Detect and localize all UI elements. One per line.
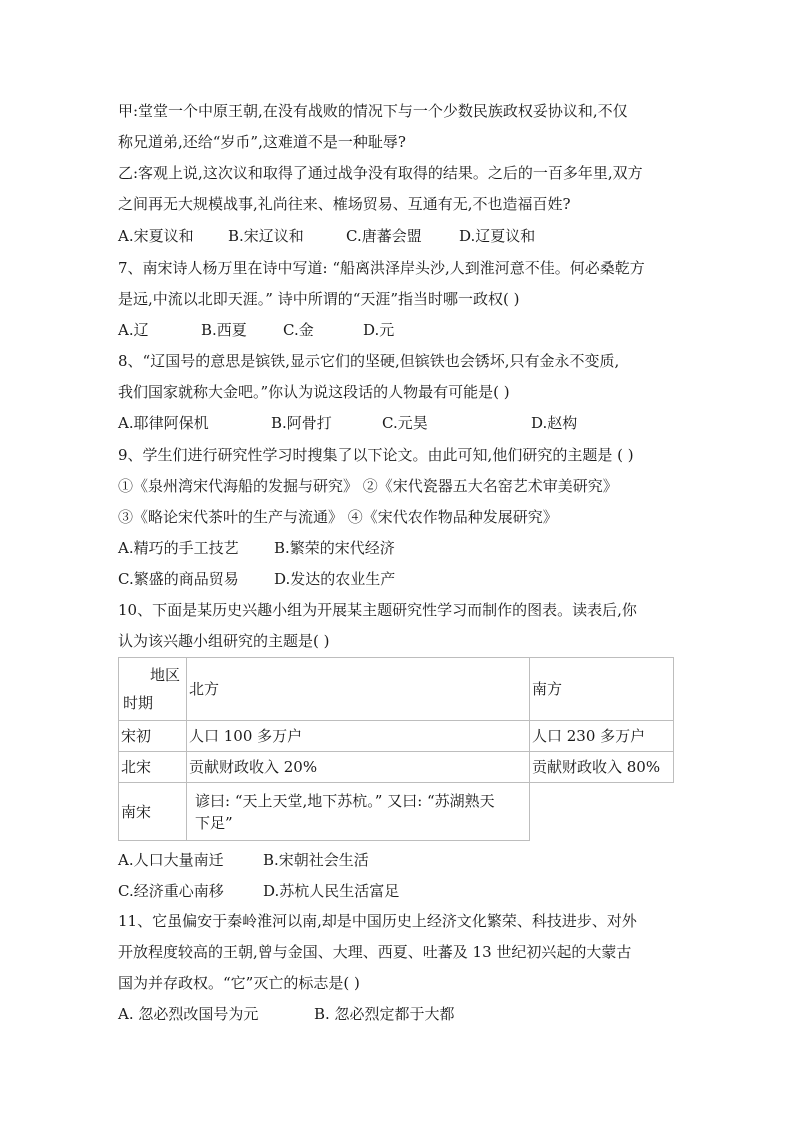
q8-option-d[interactable]: D.赵构 — [531, 414, 578, 432]
q8-option-c[interactable]: C.元昊 — [382, 414, 428, 432]
intro-option-a[interactable]: A.宋夏议和 — [118, 227, 194, 245]
proverb-line-1: 谚曰: “天上天堂,地下苏杭。” 又曰: “苏湖熟天 — [195, 791, 495, 810]
corner-region-label: 地区 — [149, 666, 180, 684]
intro-option-d[interactable]: D.辽夏议和 — [459, 227, 536, 245]
q7-option-c[interactable]: C.金 — [283, 321, 314, 339]
q7-stem-line-1: 7、南宋诗人杨万里在诗中写道: “船离洪泽岸头沙,人到淮河意不佳。何必桑乾方 — [118, 259, 645, 277]
q11-option-b[interactable]: B. 忽必烈定都于大都 — [314, 1005, 455, 1023]
q9-option-a[interactable]: A.精巧的手工技艺 — [118, 539, 239, 557]
q10-stem-line-1: 10、下面是某历史兴趣小组为开展某主题研究性学习而制作的图表。读表后,你 — [118, 601, 637, 619]
table-row — [119, 721, 674, 752]
q10-option-b[interactable]: B.宋朝社会生活 — [263, 851, 369, 869]
table-row — [119, 752, 674, 783]
north-cell: 贡献财政收入 20% — [187, 752, 530, 783]
proverb-line-2: 下足” — [195, 813, 233, 832]
q9-option-d[interactable]: D.发达的农业生产 — [274, 570, 396, 588]
q11-stem-line-3: 国为并存政权。“它”灭亡的标志是( ) — [118, 974, 360, 992]
q11-option-a[interactable]: A. 忽必烈改国号为元 — [118, 1005, 259, 1023]
q10-option-a[interactable]: A.人口大量南迁 — [118, 851, 224, 869]
jia-statement-line-2: 称兄道弟,还给“岁币”,这难道不是一种耻辱? — [118, 133, 406, 151]
table-corner-cell — [119, 658, 187, 721]
period-cell: 宋初 — [119, 721, 187, 752]
q10-stem-line-2: 认为该兴趣小组研究的主题是( ) — [118, 632, 330, 650]
q7-stem-line-2: 是远,中流以北即天涯。” 诗中所谓的“天涯”指当时哪一政权( ) — [118, 290, 520, 308]
period-cell: 北宋 — [119, 752, 187, 783]
yi-statement-line-1: 乙:客观上说,这次议和取得了通过战争没有取得的结果。之后的一百多年里,双方 — [118, 164, 643, 182]
period-cell: 南宋 — [119, 783, 187, 841]
empty-cell — [530, 783, 674, 841]
north-south-comparison-table — [118, 657, 674, 841]
q8-option-a[interactable]: A.耶律阿保机 — [118, 414, 209, 432]
q7-option-d[interactable]: D.元 — [363, 321, 395, 339]
intro-option-b[interactable]: B.宋辽议和 — [228, 227, 304, 245]
q9-stem-line-1: 9、学生们进行研究性学习时搜集了以下论文。由此可知,他们研究的主题是 ( ) — [118, 446, 634, 464]
yi-statement-line-2: 之间再无大规模战事,礼尚往来、榷场贸易、互通有无,不也造福百姓? — [118, 195, 571, 213]
q7-option-b[interactable]: B.西夏 — [201, 321, 247, 339]
q8-option-b[interactable]: B.阿骨打 — [271, 414, 332, 432]
corner-period-label: 时期 — [123, 694, 154, 712]
q10-option-c[interactable]: C.经济重心南移 — [118, 882, 224, 900]
q9-option-b[interactable]: B.繁荣的宋代经济 — [274, 539, 395, 557]
column-header-south: 南方 — [530, 658, 674, 721]
q8-stem-line-2: 我们国家就称大金吧。”你认为说这段话的人物最有可能是( ) — [118, 383, 510, 401]
jia-statement-line-1: 甲:堂堂一个中原王朝,在没有战败的情况下与一个少数民族政权妥协议和,不仅 — [118, 102, 628, 120]
q10-option-d[interactable]: D.苏杭人民生活富足 — [263, 882, 400, 900]
q9-paper-list-line-2: ③《略论宋代茶叶的生产与流通》 ④《宋代农作物品种发展研究》 — [118, 508, 558, 526]
column-header-north: 北方 — [187, 658, 530, 721]
q9-option-c[interactable]: C.繁盛的商品贸易 — [118, 570, 239, 588]
q7-option-a[interactable]: A.辽 — [118, 321, 149, 339]
q11-stem-line-2: 开放程度较高的王朝,曾与金国、大理、西夏、吐蕃及 13 世纪初兴起的大蒙古 — [118, 943, 632, 961]
q11-stem-line-1: 11、它虽偏安于秦岭淮河以南,却是中国历史上经济文化繁荣、科技进步、对外 — [118, 912, 637, 930]
south-cell: 人口 230 多万户 — [530, 721, 674, 752]
q8-stem-line-1: 8、“辽国号的意思是镔铁,显示它们的坚硬,但镔铁也会锈坏,只有金永不变质, — [118, 352, 620, 370]
q9-paper-list-line-1: ①《泉州湾宋代海船的发掘与研究》 ②《宋代瓷器五大名窑艺术审美研究》 — [118, 477, 618, 495]
table-header-row — [119, 658, 674, 721]
intro-option-c[interactable]: C.唐蕃会盟 — [346, 227, 422, 245]
table-row — [119, 783, 674, 841]
south-cell: 贡献财政收入 80% — [530, 752, 674, 783]
north-cell: 人口 100 多万户 — [187, 721, 530, 752]
proverb-cell — [187, 783, 530, 841]
